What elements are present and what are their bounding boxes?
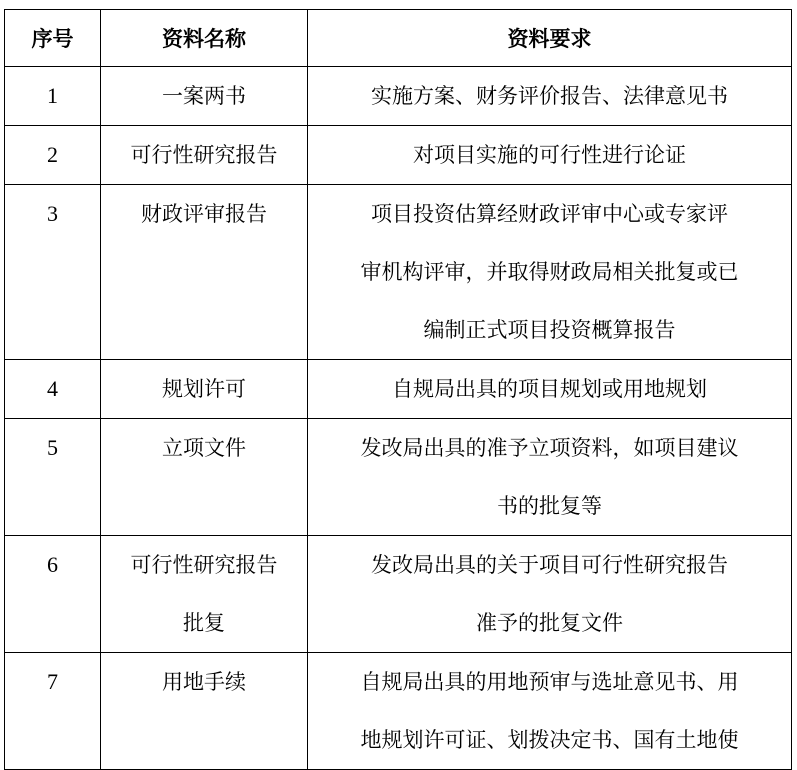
row-number: 7 (5, 653, 101, 770)
material-requirement (308, 536, 792, 653)
row-number: 1 (5, 67, 101, 126)
row-number: 5 (5, 419, 101, 536)
requirement-line: 自规局出具的用地预审与选址意见书、用 (360, 670, 739, 694)
row-number: 3 (5, 185, 101, 360)
requirements-table (4, 9, 792, 770)
header-material-name: 资料名称 (101, 10, 308, 67)
material-name-line: 用地手续 (162, 670, 246, 694)
material-name-line: 财政评审报告 (141, 202, 267, 226)
row-number: 6 (5, 536, 101, 653)
requirement-line: 发改局出具的准予立项资料，如项目建议 (360, 436, 739, 460)
requirement-line: 实施方案、财务评价报告、法律意见书 (371, 84, 728, 108)
material-name-line: 可行性研究报告 (130, 553, 278, 577)
requirement-line: 书的批复等 (497, 494, 602, 518)
table-row (5, 653, 792, 770)
material-requirement (308, 67, 792, 126)
table-row (5, 126, 792, 185)
material-name (101, 126, 308, 185)
material-name-line: 规划许可 (162, 377, 246, 401)
material-name-line: 立项文件 (162, 436, 246, 460)
header-material-requirement: 资料要求 (308, 10, 792, 67)
requirement-line: 审机构评审，并取得财政局相关批复或已 (360, 260, 739, 284)
material-name (101, 67, 308, 126)
table-row (5, 185, 792, 360)
material-requirement (308, 419, 792, 536)
row-number: 4 (5, 360, 101, 419)
material-name (101, 419, 308, 536)
table-row (5, 360, 792, 419)
table-row (5, 67, 792, 126)
material-requirement (308, 185, 792, 360)
header-serial-number: 序号 (5, 10, 101, 67)
requirement-line: 对项目实施的可行性进行论证 (413, 143, 686, 167)
table-header-row (5, 10, 792, 67)
table-row (5, 536, 792, 653)
requirement-line: 编制正式项目投资概算报告 (423, 318, 676, 342)
material-requirement (308, 653, 792, 770)
material-name (101, 536, 308, 653)
table-row (5, 419, 792, 536)
material-name-line: 批复 (183, 611, 225, 635)
material-name (101, 653, 308, 770)
row-number: 2 (5, 126, 101, 185)
material-name (101, 185, 308, 360)
material-name-line: 一案两书 (162, 84, 246, 108)
material-requirement (308, 126, 792, 185)
material-name (101, 360, 308, 419)
material-name-line: 可行性研究报告 (130, 143, 278, 167)
requirement-line: 地规划许可证、划拨决定书、国有土地使 (360, 728, 739, 752)
requirement-line: 发改局出具的关于项目可行性研究报告 (371, 553, 728, 577)
requirement-line: 自规局出具的项目规划或用地规划 (392, 377, 707, 401)
material-requirement (308, 360, 792, 419)
requirement-line: 项目投资估算经财政评审中心或专家评 (371, 202, 728, 226)
requirement-line: 准予的批复文件 (476, 611, 623, 635)
